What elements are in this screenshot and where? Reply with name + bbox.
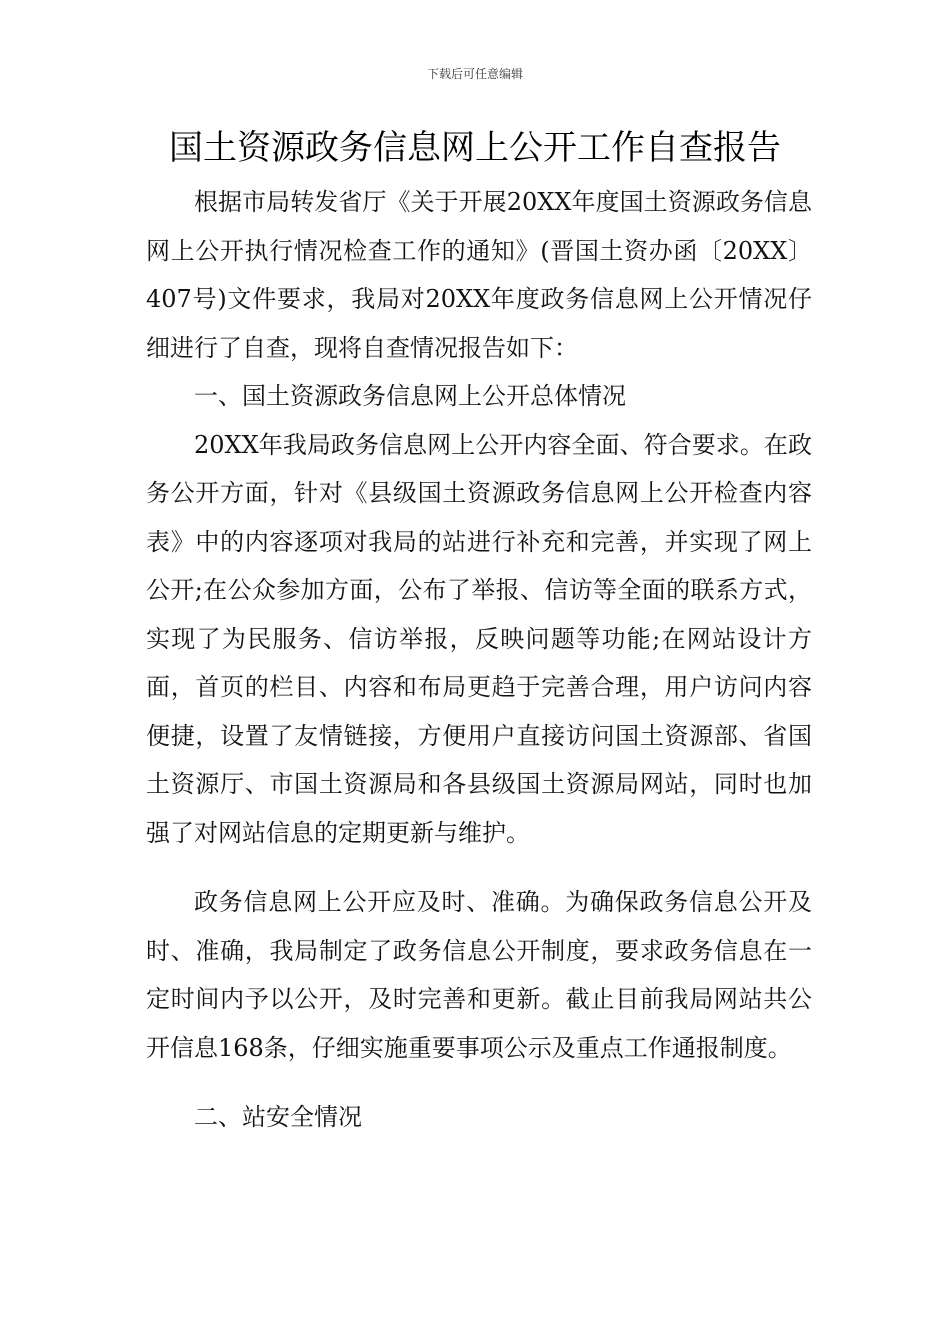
header-note: 下载后可任意编辑 — [426, 67, 523, 81]
section-2-heading: 二、站安全情况 — [194, 1103, 362, 1131]
section-1-paragraph-2: 政务信息网上公开应及时、准确。为确保政务信息公开及时、准确，我局制定了政务信息公开制度，要求政务信息在一定时间内予以公开，及时完善和更新。截止目前我局网站共公开信息168条，仔细实施重要事项公示及重点工作通报制度。 — [146, 888, 812, 1062]
document-title: 国土资源政务信息网上公开工作自查报告 — [169, 128, 781, 168]
section-1-paragraph-1: 20XX年我局政务信息网上公开内容全面、符合要求。在政务公开方面，针对《县级国土资源政务信息网上公开检查内容表》中的内容逐项对我局的站进行补充和完善，并实现了网上公开;在公众参加方面，公布了举报、信访等全面的联系方式，实现了为民服务、信访举报，反映问题等功能;在网站设计方面，首页的栏目、内容和布局更趋于完善合理，用户访问内容便捷，设置了友情链接，方便用户直接访问国土资源部、省国土资源厅、市国土资源局和各县级国土资源局网站，同时也加强了对网站信息的定期更新与维护。 — [146, 430, 812, 847]
intro-paragraph: 根据市局转发省厅《关于开展20XX年度国土资源政务信息网上公开执行情况检查工作的通知》(晋国土资办函〔20XX〕407号)文件要求，我局对20XX年度政务信息网上公开情况仔细进行了自查，现将自查情况报告如下： — [146, 188, 812, 362]
section-1-heading: 一、国土资源政务信息网上公开总体情况 — [194, 382, 626, 410]
document-body — [146, 178, 812, 1142]
